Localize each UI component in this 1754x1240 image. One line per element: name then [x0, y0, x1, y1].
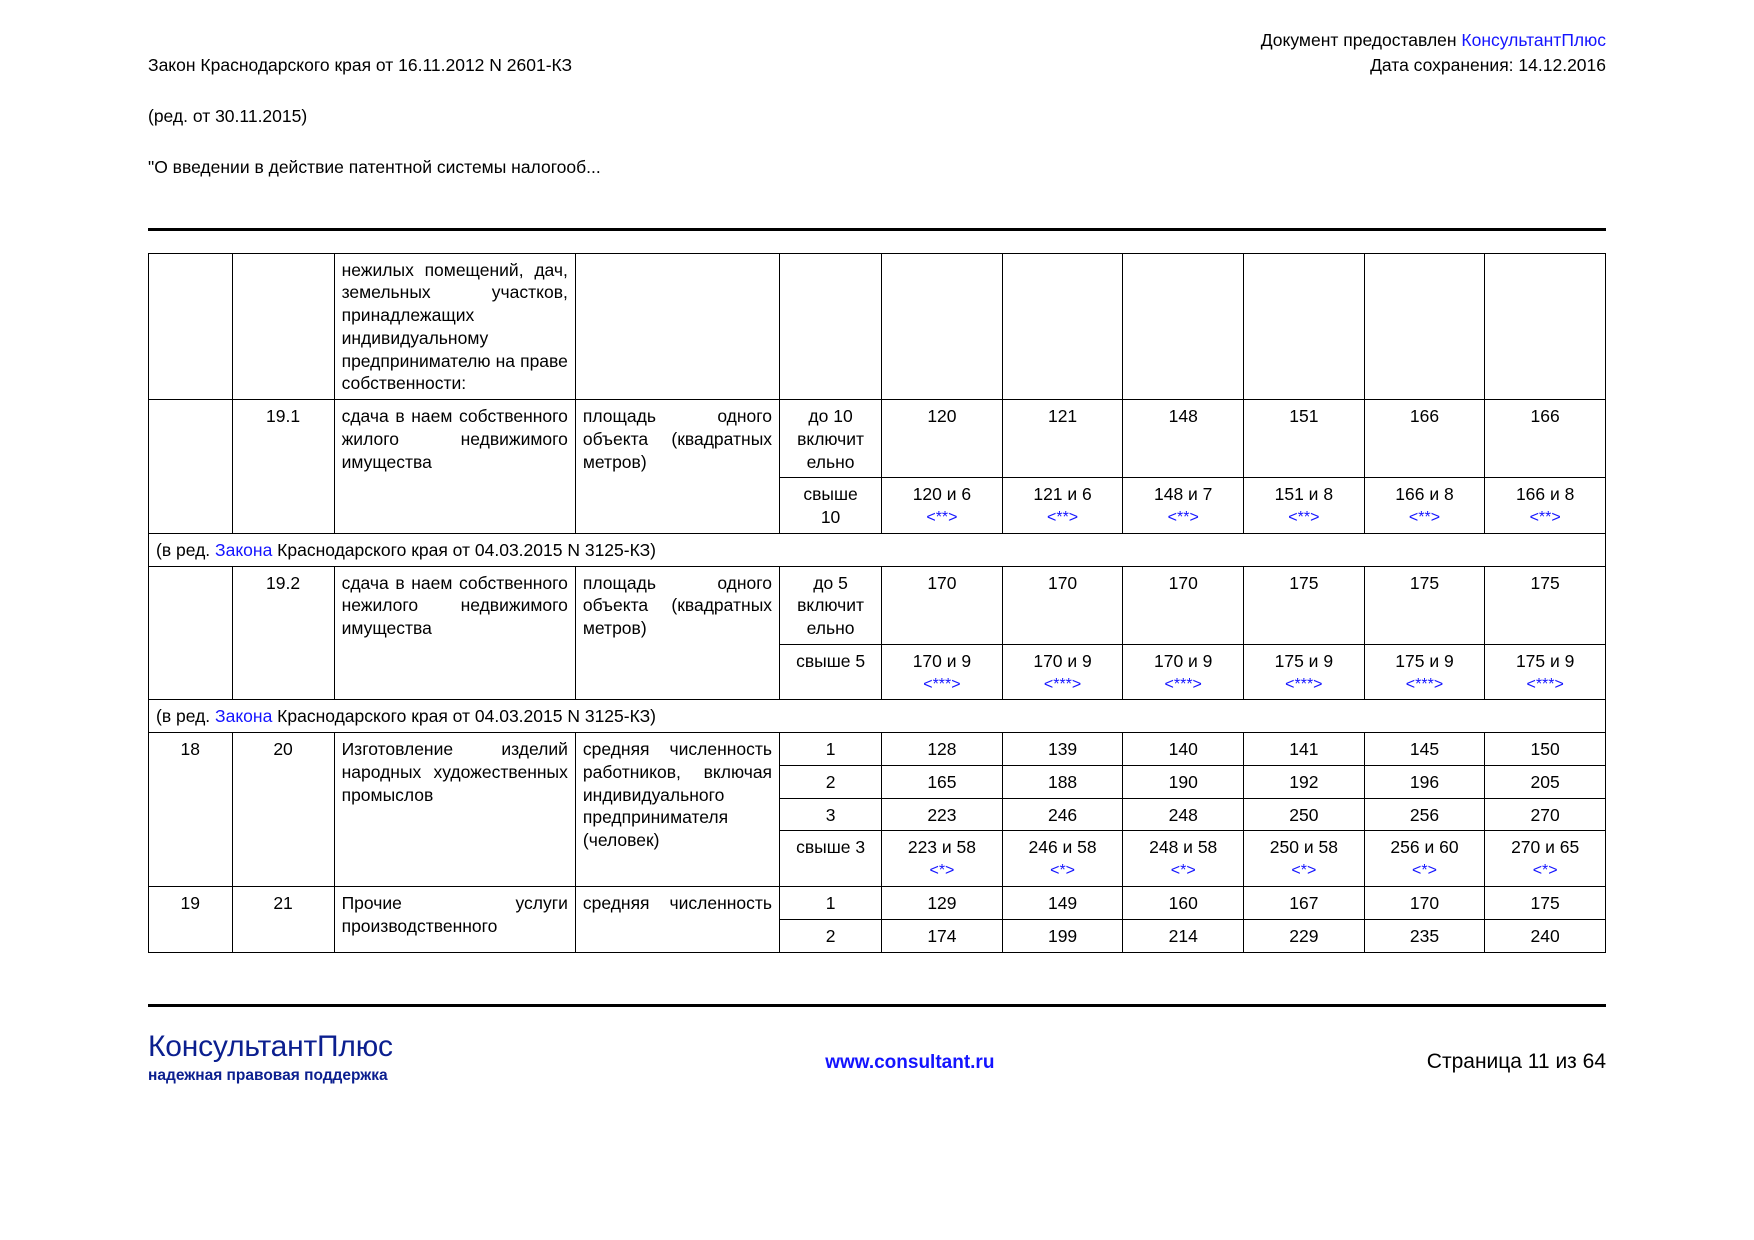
cell-value: [882, 831, 1003, 887]
cell-value: [1123, 253, 1244, 400]
cell-value: 170: [1364, 887, 1485, 920]
cell-measure: [780, 566, 882, 644]
cell-value: 235: [1364, 919, 1485, 952]
editorial-note: [149, 700, 1606, 733]
footnote-marker[interactable]: <***>: [1164, 675, 1202, 693]
cell-value: 199: [1002, 919, 1123, 952]
cell-measure: 2: [780, 765, 882, 798]
cell-unit: средняя численность работников, включая индивидуального предпринимателя (человек): [575, 733, 779, 887]
cell-num: 18: [149, 733, 233, 887]
cell-value: 141: [1244, 733, 1365, 766]
measure-line: до 10: [808, 406, 853, 427]
measure-line: свыше: [803, 484, 858, 505]
logo-title: КонсультантПлюс: [148, 1030, 393, 1063]
footnote-marker[interactable]: <***>: [923, 675, 961, 693]
cell-value: [1002, 478, 1123, 534]
cell-value: 160: [1123, 887, 1244, 920]
cell-value: [882, 478, 1003, 534]
rates-table: [148, 253, 1606, 953]
cell-value: 246: [1002, 798, 1123, 831]
cell-num: [149, 566, 233, 700]
value-text: 175 и 9: [1515, 650, 1575, 671]
measure-line: до 5: [813, 572, 848, 593]
cell-value: [882, 253, 1003, 400]
cell-num: [149, 253, 233, 400]
table-row: [149, 253, 1606, 400]
cell-value: 151: [1244, 400, 1365, 478]
cell-value: 192: [1244, 765, 1365, 798]
value-text: 148 и 7: [1153, 484, 1213, 505]
cell-activity-intro: нежилых помещений, дач, земельных участков, принадлежащих индивидуальному предпринимателю на праве собственности:: [334, 253, 575, 400]
cell-measure: [780, 400, 882, 478]
doc-title-line2: (ред. от 30.11.2015): [148, 106, 308, 127]
cell-measure: 1: [780, 733, 882, 766]
logo-tagline: надежная правовая поддержка: [148, 1066, 388, 1084]
measure-line: ельно: [806, 618, 855, 639]
cell-value: 256: [1364, 798, 1485, 831]
cell-value: 250: [1244, 798, 1365, 831]
saved-date: Дата сохранения: 14.12.2016: [1370, 55, 1606, 76]
cell-value: 166: [1364, 400, 1485, 478]
cell-value: 145: [1364, 733, 1485, 766]
cell-value: 167: [1244, 887, 1365, 920]
cell-value: 205: [1485, 765, 1606, 798]
value-text: 175 и 9: [1395, 650, 1454, 671]
cell-value: [1123, 644, 1244, 700]
table-row: [149, 887, 1606, 920]
footnote-marker[interactable]: <*>: [1291, 862, 1317, 880]
document-header: [0, 0, 1754, 206]
cell-value: [1123, 831, 1244, 887]
cell-value: 190: [1123, 765, 1244, 798]
value-text: 246 и 58: [1028, 837, 1097, 858]
cell-value: [1485, 253, 1606, 400]
consultant-logo: [148, 1030, 393, 1084]
cell-value: 214: [1123, 919, 1244, 952]
cell-sub: [232, 253, 334, 400]
value-text: 248 и 58: [1149, 837, 1218, 858]
cell-activity: Изготовление изделий народных художественных промыслов: [334, 733, 575, 887]
cell-value: [1364, 831, 1485, 887]
cell-value: 174: [882, 919, 1003, 952]
provided-by-line: [1261, 28, 1606, 53]
cell-measure: свыше 3: [780, 831, 882, 887]
cell-value: 175: [1244, 566, 1365, 644]
cell-value: 148: [1123, 400, 1244, 478]
cell-value: [882, 644, 1003, 700]
value-text: 170 и 9: [912, 650, 972, 671]
cell-value: [1485, 644, 1606, 700]
cell-value: [1364, 644, 1485, 700]
cell-value: 170: [1002, 566, 1123, 644]
cell-value: 149: [1002, 887, 1123, 920]
cell-value: 170: [1123, 566, 1244, 644]
cell-activity: Прочие услуги производственного: [334, 887, 575, 953]
footnote-marker[interactable]: <***>: [1043, 675, 1082, 693]
cell-value: [1244, 831, 1365, 887]
measure-line: включит: [797, 595, 865, 616]
cell-value: 121: [1002, 400, 1123, 478]
value-text: 256 и 60: [1390, 837, 1459, 858]
footnote-marker[interactable]: <**>: [1047, 509, 1079, 527]
cell-value: 196: [1364, 765, 1485, 798]
law-link[interactable]: Закона: [215, 706, 273, 727]
measure-line: свыше 5: [796, 650, 866, 671]
cell-activity: сдача в наем собственного нежилого недвижимого имущества: [334, 566, 575, 700]
cell-activity: сдача в наем собственного жилого недвижимого имущества: [334, 400, 575, 534]
cell-value: 139: [1002, 733, 1123, 766]
cell-value: [1002, 831, 1123, 887]
table-row: [149, 533, 1606, 566]
value-text: 120 и 6: [912, 484, 972, 505]
doc-title-line1: Закон Краснодарского края от 16.11.2012 N 2601-КЗ: [148, 55, 573, 76]
cell-sub: 19.1: [232, 400, 334, 534]
law-link[interactable]: Закона: [215, 539, 273, 560]
cell-value: 166: [1485, 400, 1606, 478]
cell-value: [1123, 478, 1244, 534]
cell-value: 140: [1123, 733, 1244, 766]
footnote-marker[interactable]: <*>: [929, 862, 955, 880]
cell-value: 188: [1002, 765, 1123, 798]
value-text: 166 и 8: [1395, 484, 1454, 505]
cell-value: [1002, 253, 1123, 400]
footnote-marker[interactable]: <**>: [1529, 509, 1561, 527]
footnote-marker[interactable]: <**>: [1288, 509, 1320, 527]
cell-value: [1002, 644, 1123, 700]
footnote-marker[interactable]: <*>: [1412, 862, 1437, 880]
cell-value: 170: [882, 566, 1003, 644]
cell-value: 175: [1485, 887, 1606, 920]
header-left: [148, 28, 601, 206]
note-rest: Краснодарского края от 04.03.2015 N 3125-КЗ): [272, 706, 656, 727]
cell-sub: 19.2: [232, 566, 334, 700]
table-row: [149, 733, 1606, 766]
cell-value: 270: [1485, 798, 1606, 831]
cell-value: 128: [882, 733, 1003, 766]
value-text: 270 и 65: [1511, 837, 1580, 858]
cell-value: [1485, 831, 1606, 887]
doc-title-line3: "О введении в действие патентной системы налогооб...: [148, 156, 601, 177]
provided-by-label: Документ предоставлен: [1260, 30, 1462, 50]
cell-unit: [575, 253, 779, 400]
consultant-plus-link[interactable]: КонсультантПлюс: [1461, 30, 1606, 50]
cell-unit: площадь одного объекта (квадратных метров): [575, 566, 779, 700]
cell-value: 175: [1364, 566, 1485, 644]
cell-value: [1364, 478, 1485, 534]
cell-measure: 3: [780, 798, 882, 831]
cell-value: [1244, 644, 1365, 700]
website-link[interactable]: www.consultant.ru: [825, 1052, 995, 1073]
cell-num: [149, 400, 233, 534]
measure-line: включит: [797, 428, 865, 449]
cell-value: 120: [882, 400, 1003, 478]
cell-value: 223: [882, 798, 1003, 831]
note-prefix: (в ред.: [156, 706, 216, 727]
cell-value: 165: [882, 765, 1003, 798]
cell-value: 248: [1123, 798, 1244, 831]
cell-num: 19: [149, 887, 233, 953]
footnote-marker[interactable]: <*>: [1532, 862, 1558, 880]
footer-divider: [148, 1004, 1606, 1007]
value-text: 170 и 9: [1153, 650, 1213, 671]
measure-line: ельно: [806, 451, 855, 472]
cell-value: 240: [1485, 919, 1606, 952]
cell-unit: средняя численность: [575, 887, 779, 953]
table-container: [148, 253, 1606, 953]
value-text: 166 и 8: [1515, 484, 1575, 505]
header-right: [1261, 28, 1606, 79]
cell-measure: 1: [780, 887, 882, 920]
footnote-marker[interactable]: <**>: [1167, 509, 1199, 527]
footnote-marker[interactable]: <***>: [1526, 675, 1564, 693]
footnote-marker[interactable]: <***>: [1285, 675, 1323, 693]
cell-value: 129: [882, 887, 1003, 920]
footnote-marker[interactable]: <*>: [1170, 862, 1196, 880]
note-prefix: (в ред.: [156, 539, 216, 560]
cell-value: 229: [1244, 919, 1365, 952]
cell-measure: [780, 478, 882, 534]
cell-value: 150: [1485, 733, 1606, 766]
cell-value: [1485, 478, 1606, 534]
editorial-note: [149, 533, 1606, 566]
cell-unit: площадь одного объекта (квадратных метров): [575, 400, 779, 534]
footnote-marker[interactable]: <**>: [1408, 509, 1441, 527]
value-text: 175 и 9: [1274, 650, 1334, 671]
cell-measure: 2: [780, 919, 882, 952]
footnote-marker[interactable]: <*>: [1050, 862, 1076, 880]
cell-value: [1244, 253, 1365, 400]
cell-value: [1244, 478, 1365, 534]
page-number: Страница 11 из 64: [1426, 1050, 1606, 1073]
table-row: [149, 700, 1606, 733]
table-row: [149, 400, 1606, 478]
footnote-marker[interactable]: <***>: [1405, 675, 1444, 693]
cell-sub: 21: [232, 887, 334, 953]
measure-line: 10: [820, 507, 841, 528]
value-text: 250 и 58: [1269, 837, 1338, 858]
cell-measure: [780, 644, 882, 700]
header-divider: [148, 228, 1606, 231]
table-row: [149, 566, 1606, 644]
document-footer: [148, 1030, 1606, 1084]
cell-sub: 20: [232, 733, 334, 887]
value-text: 170 и 9: [1033, 650, 1092, 671]
value-text: 151 и 8: [1274, 484, 1334, 505]
cell-value: [1364, 253, 1485, 400]
value-text: 121 и 6: [1033, 484, 1092, 505]
footnote-marker[interactable]: <**>: [926, 509, 958, 527]
note-rest: Краснодарского края от 04.03.2015 N 3125-КЗ): [272, 539, 656, 560]
cell-measure: [780, 253, 882, 400]
value-text: 223 и 58: [907, 837, 977, 858]
cell-value: 175: [1485, 566, 1606, 644]
